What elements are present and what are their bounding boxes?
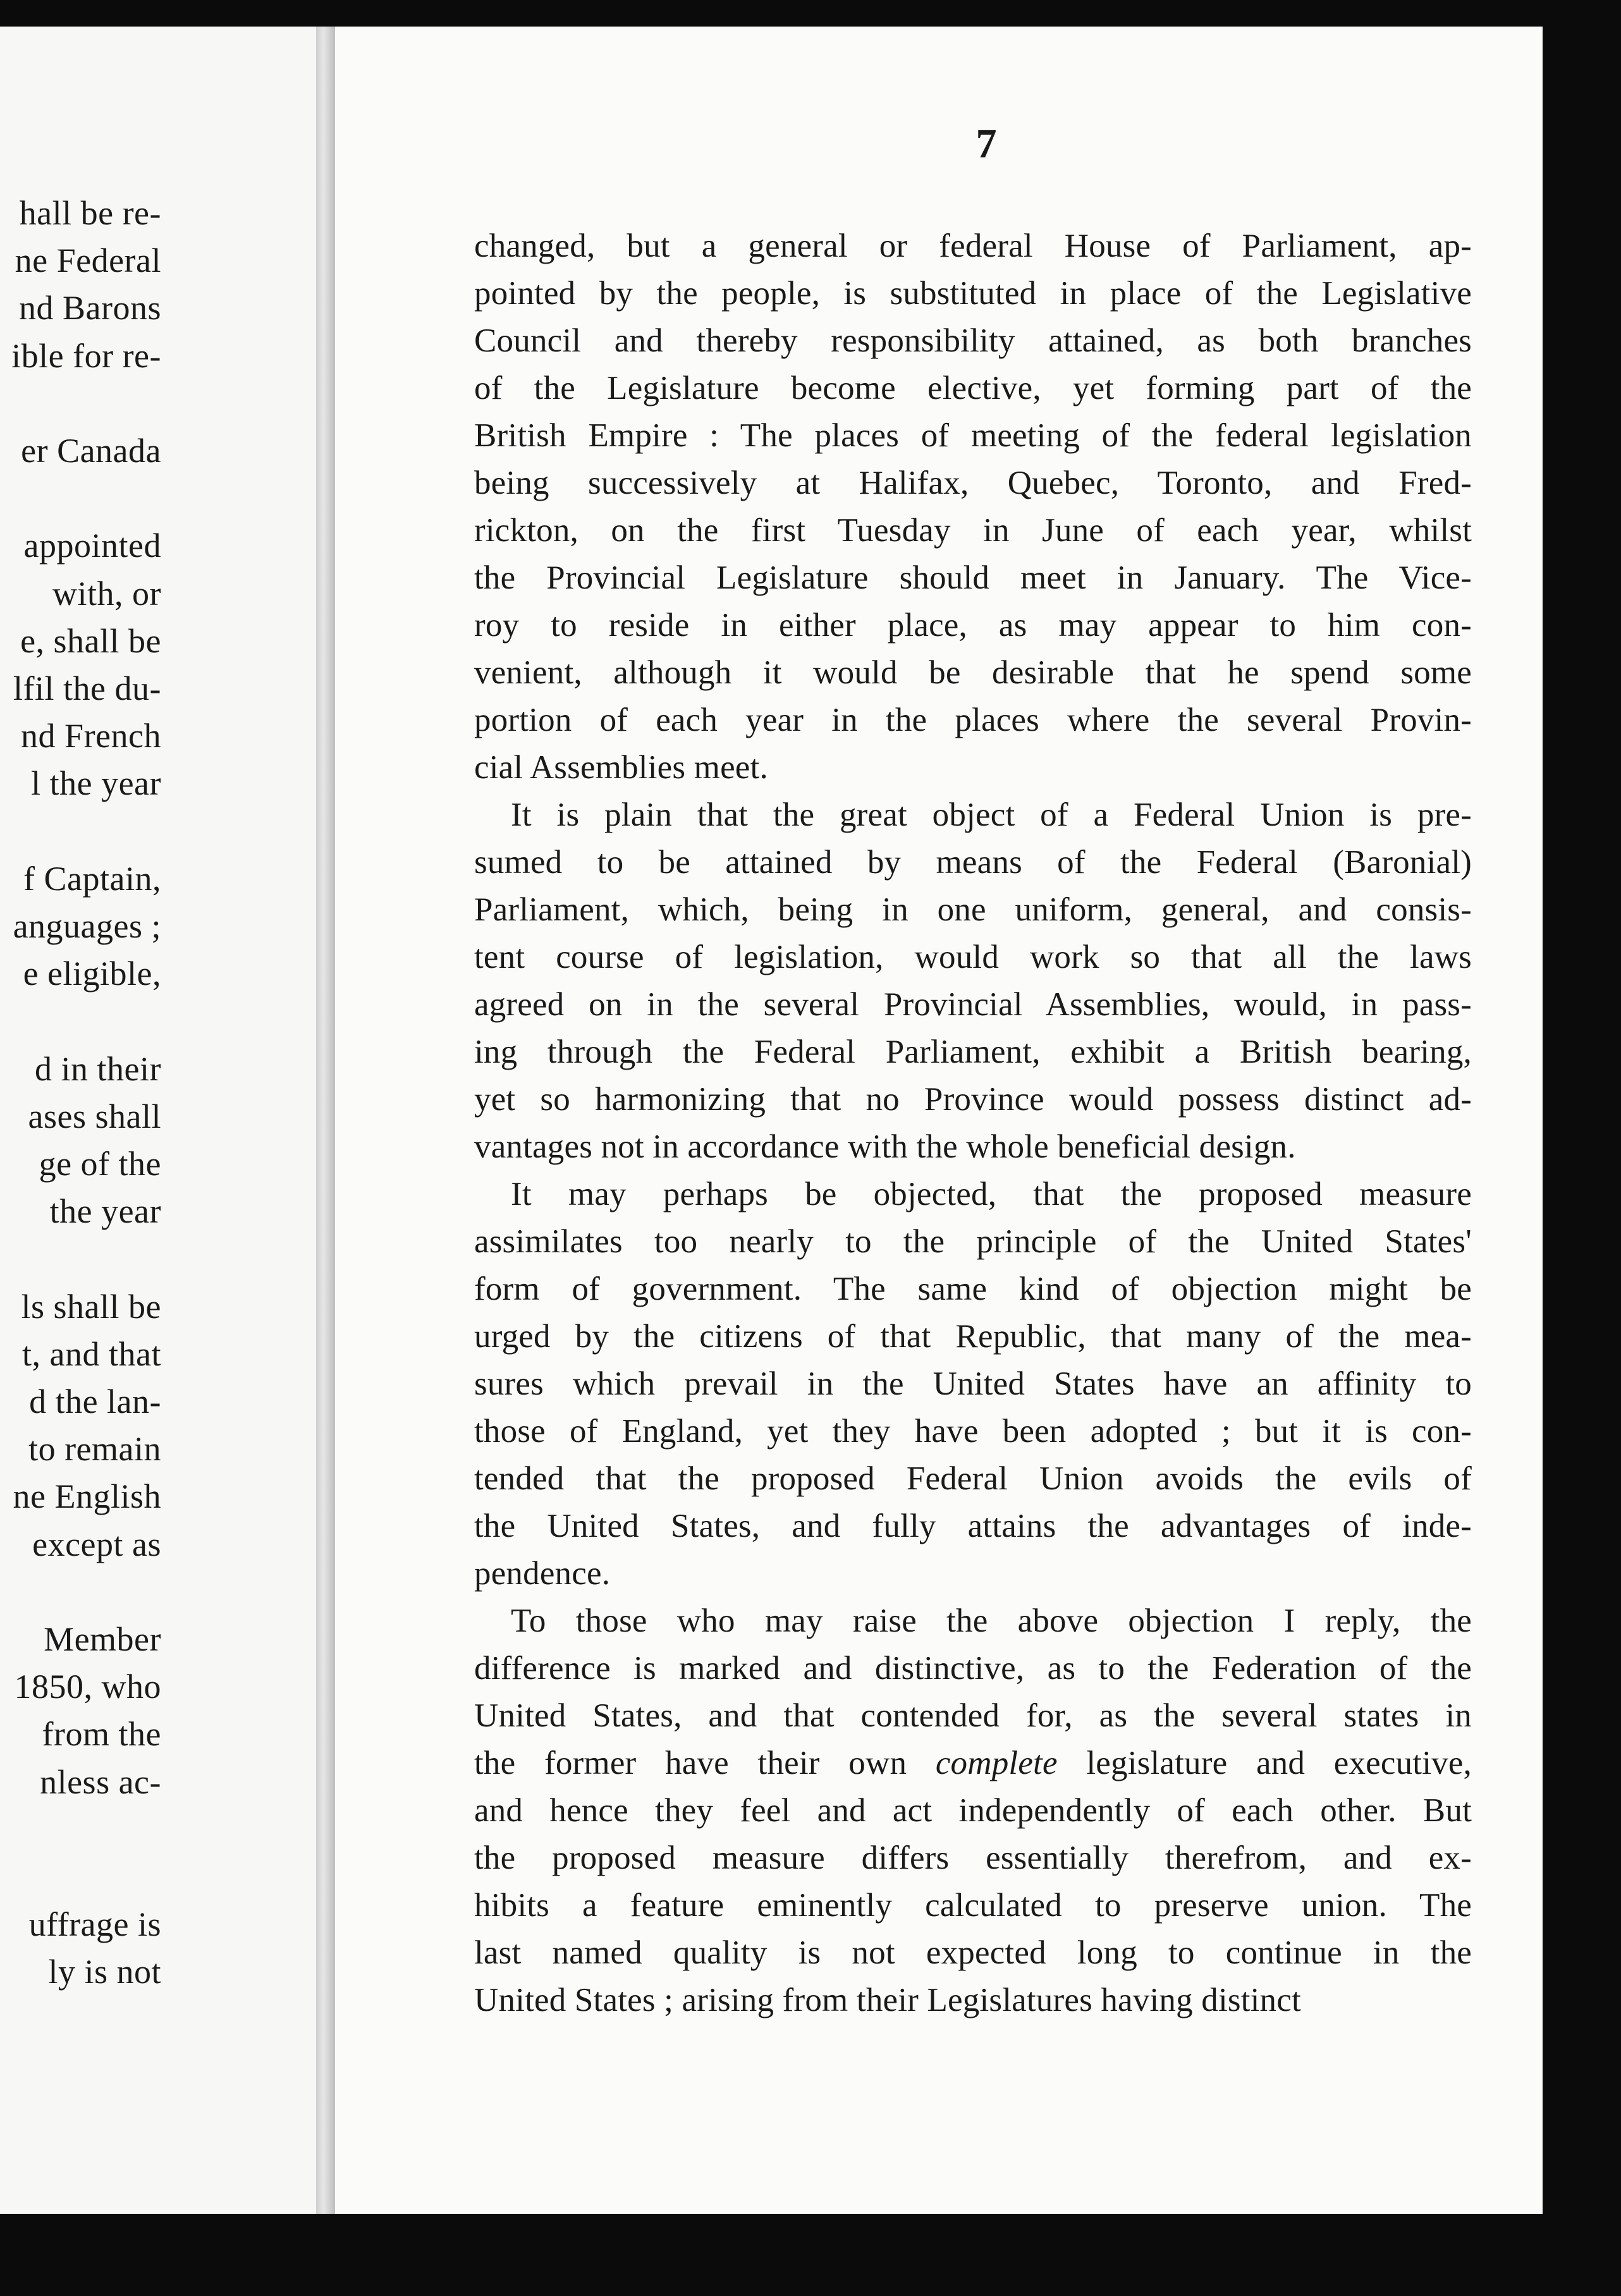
- left-page-line: lfil the du-: [13, 669, 161, 707]
- left-page-line: ne Federal: [15, 241, 161, 280]
- text-line: cial Assemblies meet.: [474, 749, 768, 786]
- left-page-line: appointed: [23, 527, 161, 565]
- text-line: changed, but a general or federal House of Parliament, ap-: [474, 228, 1472, 264]
- text-line: United States ; arising from their Legislatures having distinct: [474, 1982, 1301, 2018]
- left-page-line: ne English: [13, 1477, 161, 1516]
- text-line: the United States, and fully attains the advantages of inde-: [474, 1508, 1472, 1544]
- scan-border: [1543, 19, 1621, 2232]
- text-line: and hence they feel and act independently of each other. But: [474, 1792, 1472, 1829]
- left-page-line: e eligible,: [23, 955, 161, 993]
- left-page-line: d the lan-: [29, 1383, 161, 1420]
- text-line: pointed by the people, is substituted in place of the Legislative: [474, 275, 1472, 312]
- text-line: It is plain that the great object of a Federal Union is pre-: [511, 797, 1472, 833]
- text-line: vantages not in accordance with the whole beneficial design.: [474, 1128, 1296, 1165]
- left-page-line: to remain: [28, 1430, 161, 1469]
- left-page-line: anguages ;: [13, 907, 161, 945]
- text-line: United States, and that contended for, as the several states in: [474, 1697, 1472, 1734]
- left-page-line: with, or: [52, 574, 161, 613]
- left-page-line: ge of the: [39, 1145, 161, 1183]
- text-line: Council and thereby responsibility attained, as both branches: [474, 322, 1472, 359]
- text-line: of the Legislature become elective, yet forming part of the: [474, 370, 1472, 406]
- text-line: difference is marked and distinctive, as to the Federation of the: [474, 1650, 1472, 1687]
- left-page-line: hall be re-: [19, 194, 161, 232]
- text-line: those of England, yet they have been adopted ; but it is con-: [474, 1413, 1472, 1450]
- left-page-line: the year: [49, 1192, 161, 1231]
- left-page: [0, 27, 320, 2214]
- left-page-line: ases shall: [28, 1097, 161, 1135]
- left-page-line: ly is not: [48, 1953, 161, 1991]
- book-gutter: [316, 27, 335, 2214]
- left-page-line: l the year: [31, 764, 161, 803]
- text-line: ing through the Federal Parliament, exhibit a British bearing,: [474, 1034, 1472, 1070]
- text-line: British Empire : The places of meeting of the federal legislation: [474, 417, 1472, 454]
- text-line: rickton, on the first Tuesday in June of each year, whilst: [474, 512, 1472, 549]
- text-line: pendence.: [474, 1555, 611, 1592]
- left-page-line: ible for re-: [11, 336, 161, 375]
- left-page-line: ls shall be: [21, 1287, 161, 1326]
- body-text: [474, 223, 1472, 2024]
- left-page-line: t, and that: [22, 1334, 161, 1373]
- text-line: last named quality is not expected long to continue in the: [474, 1934, 1472, 1971]
- text-line: sumed to be attained by means of the Federal (Baronial): [474, 844, 1472, 881]
- text-line: yet so harmonizing that no Province would possess distinct ad-: [474, 1081, 1472, 1118]
- page-number: 7: [976, 121, 997, 167]
- text-line: tended that the proposed Federal Union avoids the evils of: [474, 1460, 1472, 1497]
- left-page-line: uffrage is: [28, 1905, 161, 1944]
- text-line: the former have their own complete legislature and executive,: [474, 1745, 1472, 1781]
- text-line: the proposed measure differs essentially therefrom, and ex-: [474, 1840, 1472, 1876]
- left-page-line: nd Barons: [19, 289, 161, 327]
- text-line: hibits a feature eminently calculated to preserve union. The: [474, 1887, 1472, 1924]
- left-page-line: except as: [32, 1525, 161, 1563]
- left-page-line: Member: [44, 1620, 161, 1658]
- left-page-line: nless ac-: [40, 1762, 161, 1801]
- text-line: being successively at Halifax, Quebec, Toronto, and Fred-: [474, 465, 1472, 501]
- left-page-line: nd French: [21, 717, 161, 755]
- text-line: Parliament, which, being in one uniform, general, and consis-: [474, 891, 1472, 928]
- text-line: assimilates too nearly to the principle of the United States': [474, 1223, 1472, 1260]
- text-line: To those who may raise the above objection I reply, the: [511, 1603, 1472, 1639]
- left-page-line: from the: [42, 1715, 161, 1754]
- text-line: urged by the citizens of that Republic, that many of the mea-: [474, 1318, 1472, 1355]
- left-page-line: d in their: [35, 1049, 161, 1088]
- left-page-line: e, shall be: [20, 621, 161, 660]
- text-line: the Provincial Legislature should meet in January. The Vice-: [474, 559, 1472, 596]
- text-line: form of government. The same kind of objection might be: [474, 1271, 1472, 1307]
- text-line: tent course of legislation, would work so that all the laws: [474, 939, 1472, 975]
- text-line: portion of each year in the places where the several Provin-: [474, 702, 1472, 738]
- text-line: agreed on in the several Provincial Assemblies, would, in pass-: [474, 986, 1472, 1023]
- left-page-line: f Captain,: [23, 859, 161, 898]
- text-line: venient, although it would be desirable that he spend some: [474, 654, 1472, 691]
- text-line: It may perhaps be objected, that the proposed measure: [511, 1176, 1472, 1212]
- text-line: sures which prevail in the United States have an affinity to: [474, 1365, 1472, 1402]
- left-page-line: 1850, who: [14, 1668, 161, 1706]
- text-line: roy to reside in either place, as may appear to him con-: [474, 607, 1472, 644]
- right-page: [335, 27, 1543, 2214]
- left-page-line: er Canada: [21, 432, 161, 470]
